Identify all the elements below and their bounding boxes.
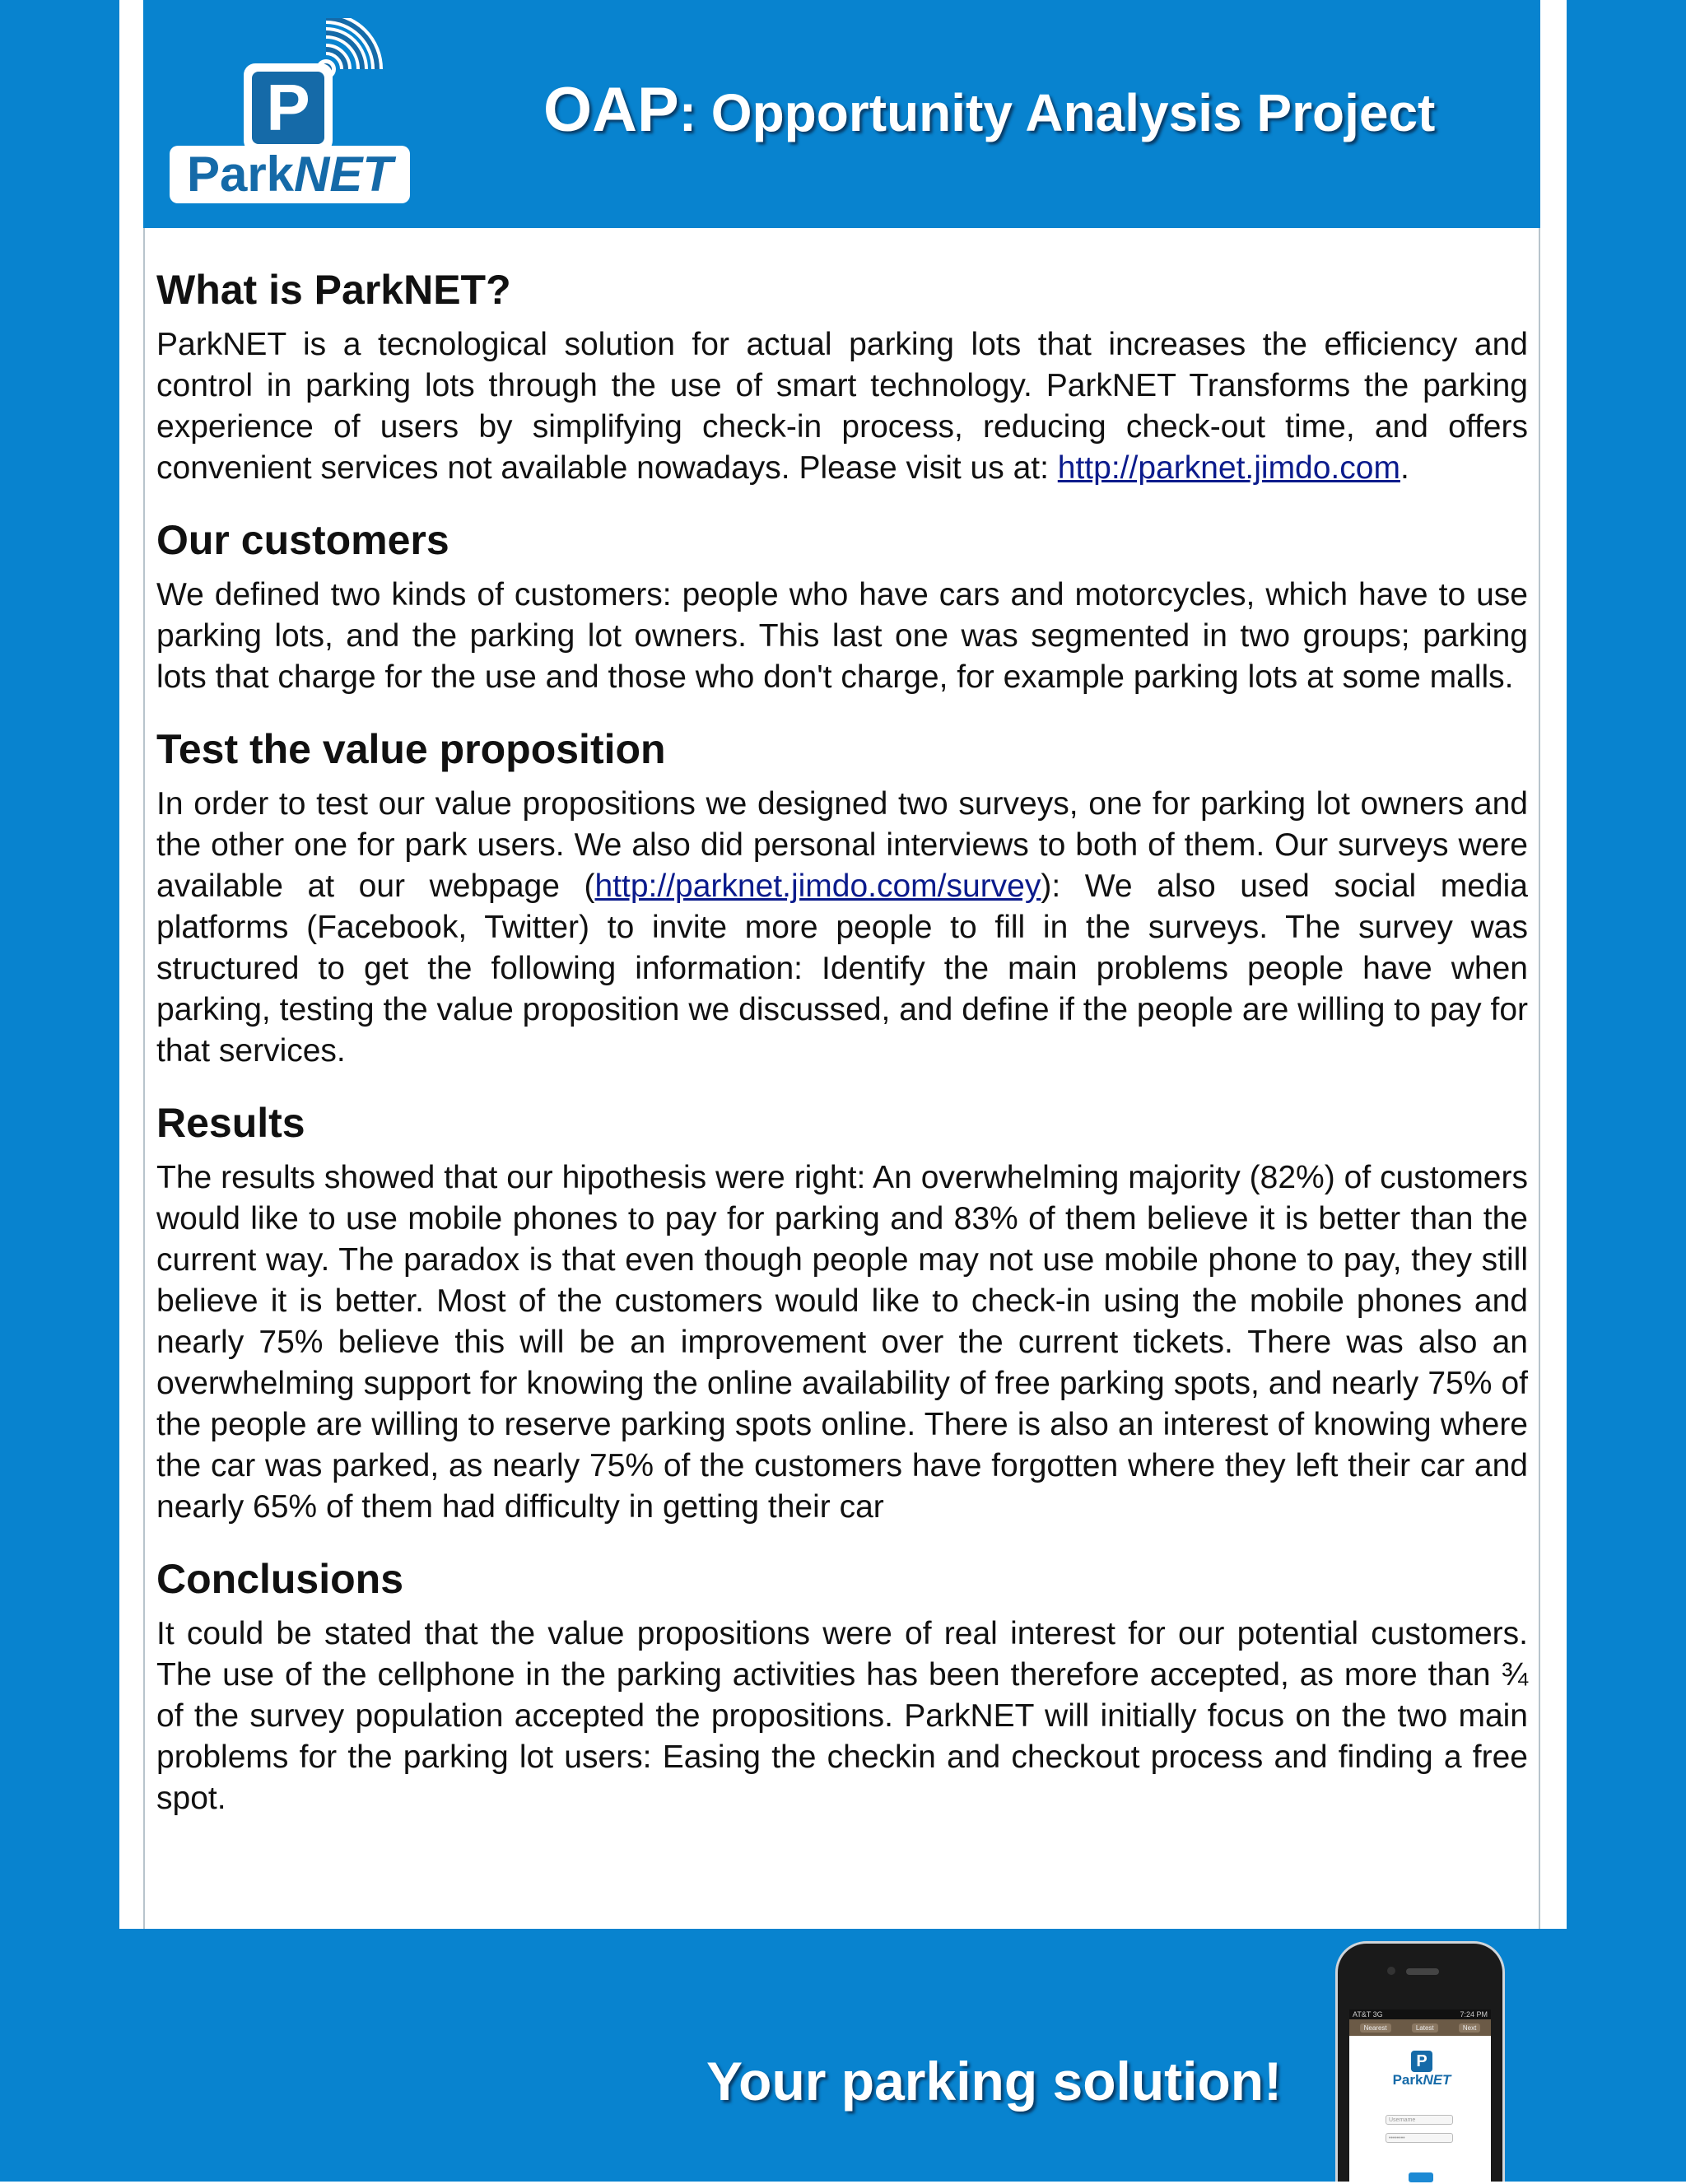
phone-carrier: AT&T 3G bbox=[1353, 2010, 1383, 2019]
section-heading: Conclusions bbox=[156, 1556, 404, 1602]
logo-letter: P bbox=[252, 72, 324, 144]
body-text: In order to test our value propositions we designed two surveys, one for parking lot owners and the other one for park users. We also did personal interviews to both of them. Our surveys were available at our webpage ( bbox=[156, 786, 1528, 904]
right-blue-rail bbox=[1567, 0, 1686, 2182]
title-rest: : Opportunity Analysis Project bbox=[678, 83, 1436, 142]
section-heading: Results bbox=[156, 1100, 305, 1146]
logo-wordmark bbox=[170, 146, 410, 203]
phone-tab-latest: Latest bbox=[1412, 2023, 1438, 2033]
footer-slogan: Your parking solution! bbox=[706, 2051, 1283, 2112]
right-gap bbox=[1540, 0, 1567, 2182]
speaker-grille bbox=[1406, 1968, 1439, 1975]
section-body: The results showed that our hipothesis were right: An overwhelming majority (82%) of customers would like to use mobile phones to pay for parking and 83% of them believe it is better than the current way. The paradox is that even though people may not use mobile phone to pay, they still believe it is better. Most of the customers would like to check-in using the mobile phones and nearly 75% believe this will be an improvement over the current tickets. There was also an overwhelming support for knowing the online availability of free parking spots, and nearly 75% of the people are willing to reserve parking spots online. There is also an interest of knowing where the car was parked, as nearly 75% of the customers have forgotten where they left their car and nearly 65% of them had difficulty in getting their car bbox=[156, 1160, 1528, 1525]
section-heading: What is ParkNET? bbox=[156, 267, 511, 313]
section-body bbox=[156, 324, 1528, 489]
section-heading: Test the value proposition bbox=[156, 726, 666, 772]
body-text-tail: ): We also used social media platforms (Facebook, Twitter) to invite more people to fill in the surveys. The survey was structured to get the following information: Identify the main problems people have when parking, testing the value proposition we discussed, and define if the people are willing to pay for that services. bbox=[156, 868, 1528, 1069]
parknet-logo bbox=[170, 18, 413, 207]
phone-signin-button bbox=[1409, 2172, 1433, 2182]
phone-tabbar bbox=[1349, 2019, 1491, 2036]
section-body: We defined two kinds of customers: people who have cars and motorcycles, which have to use parking lots, and the parking lot owners. This last one was segmented in two groups; parking lots that charge for the use and those who don't charge, for example parking lots at some malls. bbox=[156, 577, 1528, 695]
parking-p-icon bbox=[244, 63, 333, 152]
header-band-left bbox=[0, 0, 119, 228]
section-body bbox=[156, 784, 1528, 1072]
section-body: It could be stated that the value propositions were of real interest for our potential customers. The use of the cellphone in the parking activities has been therefore accepted, as more than ¾ of the survey population accepted the propositions. ParkNET will initially focus on the two main problems for the parking lot users: Easing the checkin and checkout process and finding a free spot. bbox=[156, 1616, 1528, 1816]
header-band-right bbox=[1567, 0, 1686, 228]
smartphone-image bbox=[1335, 1941, 1505, 2182]
page-title bbox=[543, 74, 1490, 146]
section-conclusions bbox=[156, 1554, 1528, 1819]
phone-logo-word bbox=[1389, 2072, 1455, 2089]
logo-word-park: Park bbox=[186, 147, 295, 202]
title-abbrev: OAP bbox=[543, 75, 679, 145]
phone-password-field: •••••••• bbox=[1386, 2133, 1453, 2143]
phone-logo-p: P bbox=[1411, 2051, 1432, 2072]
logo-word-net: NET bbox=[294, 147, 394, 202]
phone-logo-net: NET bbox=[1423, 2072, 1451, 2088]
section-results bbox=[156, 1098, 1528, 1528]
phone-username-field: Username bbox=[1386, 2115, 1453, 2125]
left-blue-rail bbox=[0, 0, 119, 2182]
section-customers bbox=[156, 515, 1528, 698]
phone-tab-next: Next bbox=[1459, 2023, 1480, 2033]
section-heading: Our customers bbox=[156, 517, 449, 563]
phone-logo-park: Park bbox=[1392, 2072, 1423, 2088]
body-text: ParkNET is a tecnological solution for actual parking lots that increases the efficiency and control in parking lots through the use of smart technology. ParkNET Transforms the parking experience of users by simplifying check-in process, reducing check-out time, and offers convenient services not available nowadays. Please visit us at: bbox=[156, 327, 1528, 486]
website-link[interactable]: http://parknet.jimdo.com bbox=[1057, 450, 1400, 486]
body-text-tail: . bbox=[1400, 450, 1409, 486]
main-content bbox=[156, 265, 1528, 1846]
phone-screen bbox=[1349, 2009, 1491, 2184]
camera-icon bbox=[1387, 1967, 1395, 1975]
phone-tab-nearest: Nearest bbox=[1360, 2023, 1391, 2033]
section-test-value bbox=[156, 724, 1528, 1072]
section-what-is bbox=[156, 265, 1528, 489]
survey-link[interactable]: http://parknet.jimdo.com/survey bbox=[594, 868, 1041, 904]
phone-statusbar bbox=[1349, 2009, 1491, 2019]
phone-time: 7:24 PM bbox=[1460, 2010, 1488, 2019]
phone-app-logo bbox=[1389, 2051, 1455, 2089]
left-gap bbox=[119, 0, 143, 2182]
